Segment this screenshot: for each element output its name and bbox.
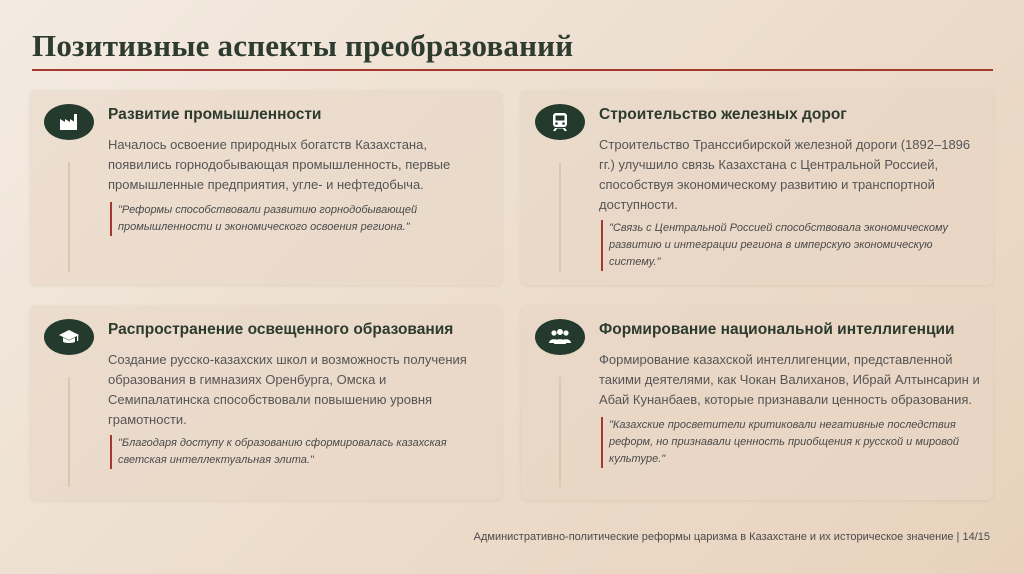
- title-divider: [32, 69, 993, 71]
- card-railways: [521, 90, 993, 285]
- card-text: Строительство Транссибирской железной дороги (1892–1896 гг.) улучшило связь Казахстана с Центральной Россией, способствуя экономическому развитию и транспортной доступности.: [599, 137, 971, 212]
- card-industry: [30, 90, 502, 285]
- card-quote: "Связь с Центральной Россией способствовала экономическому развитию и интеграции региона в имперскую экономическую систему.": [601, 220, 979, 271]
- card-text: Формирование казахской интеллигенции, представленной такими деятелями, как Чокан Валиханов, Ибрай Алтынсарин и Абай Кунанбаев, которые признавали ценность образования.: [599, 352, 980, 407]
- card-intelligentsia: [521, 305, 993, 500]
- card-title: Развитие промышленности: [108, 106, 322, 123]
- card-title: Формирование национальной интеллигенции: [599, 321, 955, 338]
- card-education: [30, 305, 502, 500]
- users-icon: [535, 319, 585, 355]
- train-icon: [535, 104, 585, 140]
- factory-icon: [44, 104, 94, 140]
- card-vertical-line: [68, 162, 70, 272]
- card-quote: "Казахские просветители критиковали негативные последствия реформ, но признавали ценность приобщения к русской и мировой культуре.": [601, 417, 979, 468]
- card-vertical-line: [559, 377, 561, 487]
- card-quote: "Реформы способствовали развитию горнодобывающей промышленности и экономического освоения региона.": [110, 202, 488, 236]
- slide-footer: Административно-политические реформы царизма в Казахстане и их историческое значение | 14/15: [473, 531, 990, 543]
- card-vertical-line: [68, 377, 70, 487]
- card-title: Строительство железных дорог: [599, 106, 847, 123]
- page-title: Позитивные аспекты преобразований: [32, 28, 574, 63]
- card-text: Началось освоение природных богатств Казахстана, появились горнодобывающая промышленность, первые промышленные предприятия, угле- и нефтедобыча.: [108, 137, 451, 192]
- graduation-cap-icon: [44, 319, 94, 355]
- card-title: Распространение освещенного образования: [108, 321, 454, 338]
- card-quote: "Благодаря доступу к образованию сформировалась казахская светская интеллектуальная элита.": [110, 435, 488, 469]
- card-vertical-line: [559, 162, 561, 272]
- card-text: Создание русско-казахских школ и возможность получения образования в гимназиях Оренбурга, Омска и Семипалатинска способствовали повышению уровня грамотности.: [108, 352, 467, 427]
